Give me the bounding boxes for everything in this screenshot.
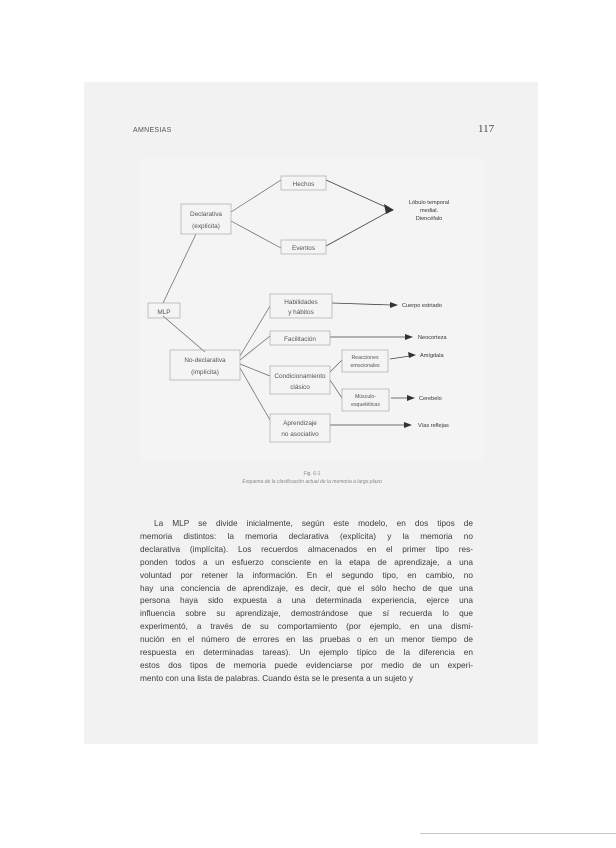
body-paragraph [140, 517, 473, 685]
running-head: AMNESIAS [133, 127, 172, 134]
cuerpo-estriado-label: Cuerpo estriado [402, 303, 442, 309]
reacciones-sublabel: emocionales [350, 363, 380, 369]
vias-reflejas-label: Vías reflejas [418, 423, 449, 429]
page-number: 117 [478, 123, 495, 135]
declarativa-sublabel: (explícita) [192, 223, 220, 230]
cerebelo-label: Cerebelo [419, 396, 442, 402]
figure-panel [140, 158, 484, 462]
musculo-label: Músculo- [354, 394, 377, 400]
hechos-label: Hechos [292, 181, 315, 188]
lobulo-label-3: Diencéfalo [415, 216, 443, 222]
figure-caption: Esquema de la clasificación actual de la memoria a largo plazo [242, 479, 382, 485]
aprendizaje-label: Aprendizaje [283, 420, 317, 427]
habilidades-label: Habilidades [284, 299, 318, 306]
body-line: La MLP se divide inicialmente, según este modelo, en dos tipos de [154, 518, 473, 528]
habilidades-sublabel: y hábitos [288, 309, 314, 316]
amigdala-label: Amígdala [420, 353, 444, 359]
neocorteza-label: Neocorteza [418, 335, 447, 341]
body-line: experimentó, a través de su comportamiento (por ejemplo, en una dismi- [140, 621, 473, 632]
lobulo-label: Lóbulo temporal [408, 200, 450, 206]
mlp-label: MLP [157, 309, 171, 316]
condicionamiento-label: Condicionamiento [274, 373, 326, 380]
figure-number: Fig. 6-1 [303, 471, 321, 477]
body-line: voluntad por retener la información. En el segundo tipo, en cambio, no [140, 569, 473, 580]
no-declarativa-label: No-declarativa [184, 357, 226, 364]
body-line: persona haya sido expuesta a una determinada experiencia, ejerce una [140, 595, 473, 606]
no-declarativa-sublabel: (implícita) [191, 369, 219, 376]
facilitacion-label: Facilitación [284, 336, 316, 343]
declarativa-label: Declarativa [190, 211, 222, 218]
eventos-label: Eventos [291, 245, 316, 252]
body-line: declarativa (implícita). Los recuerdos almacenados en el primer tipo res- [140, 543, 473, 554]
condicionamiento-sublabel: clásico [290, 384, 310, 391]
aprendizaje-sublabel: no asociativo [281, 431, 319, 438]
body-line: ponden todos a un esfuerzo consciente en la etapa de aprendizaje, a una [140, 556, 473, 567]
reacciones-label: Reacciones [351, 355, 379, 361]
body-line: respuesta en determinadas tareas). Un ejemplo típico de la diferencia en [140, 647, 473, 658]
body-line: estos dos tipos de memoria puede evidenciarse por medio de un experi- [140, 659, 473, 670]
lobulo-label-2: medial. [419, 208, 439, 214]
bottom-rule [420, 833, 616, 834]
body-line: hay una conciencia de aprendizaje, es decir, que el sólo hecho de que una [140, 582, 473, 593]
body-line: nución en el número de errores en las pruebas o en un menor tiempo de [140, 634, 473, 645]
body-line: influencia sobre su aprendizaje, demostrándose que sí recuerda lo que [140, 608, 473, 619]
body-line: memoria distintos: la memoria declarativa (explícita) y la memoria no [140, 530, 473, 541]
musculo-sublabel: esqueléticas [351, 402, 380, 408]
body-line: mento con una lista de palabras. Cuando ésta se le presenta a un sujeto y [140, 672, 414, 683]
